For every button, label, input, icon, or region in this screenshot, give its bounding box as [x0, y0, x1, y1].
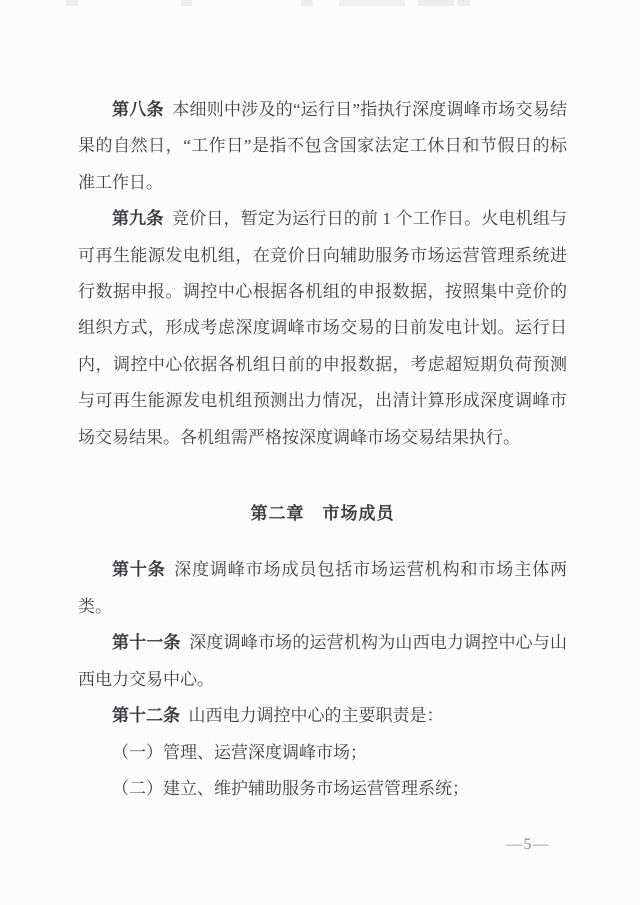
article-11-text: 深度调峰市场的运营机构为山西电力调控中心与山西电力交易中心。: [78, 633, 568, 689]
article-11: [78, 625, 567, 698]
article-9-number: 第九条: [112, 209, 164, 229]
document-body: [78, 92, 567, 807]
article-11-number: 第十一条: [112, 633, 181, 653]
chapter-2-heading: 第二章 市场成员: [250, 504, 395, 524]
article-9: [78, 201, 567, 456]
article-8-text: 本细则中涉及的“运行日”指执行深度调峰市场交易结果的自然日，“工作日”是指不包含国家法定工休日和节假日的标准工作日。: [78, 100, 568, 192]
page-number: —5—: [506, 836, 550, 853]
scan-artifact: [66, 0, 78, 6]
duty-list-item-2: （二）建立、维护辅助服务市场运营管理系统；: [112, 778, 469, 798]
scan-artifact: [457, 0, 470, 6]
article-9-text: 竞价日，暂定为运行日的前 1 个工作日。火电机组与可再生能源发电机组，在竞价日向辅助服务市场运营管理系统进行数据申报。调控中心根据各机组的申报数据，按照集中竞价的组织方式，形成考虑深度调峰市场交易的日前发电计划。运行日内，调控中心依据各机组日前的申报数据，考虑超短期负荷预测与可再生能源发电机组预测出力情况，出清计算形成深度调峰市场交易结果。各机组需严格按深度调峰市场交易结果执行。: [78, 209, 568, 447]
article-10-text: 深度调峰市场成员包括市场运营机构和市场主体两类。: [78, 560, 567, 616]
duty-list-item-1: （一）管理、运营深度调峰市场；: [112, 742, 367, 762]
article-8-number: 第八条: [112, 100, 164, 119]
article-12-text: 山西电力调控中心的主要职责是：: [188, 706, 444, 726]
scan-artifact: [301, 0, 313, 6]
scan-artifact: [418, 0, 454, 6]
article-8: [78, 92, 567, 201]
scan-artifact: [339, 0, 405, 6]
article-12: [78, 698, 567, 734]
article-10: [78, 552, 567, 625]
article-10-number: 第十条: [112, 560, 166, 580]
article-12-number: 第十二条: [112, 706, 180, 726]
scan-artifact: [181, 0, 192, 6]
